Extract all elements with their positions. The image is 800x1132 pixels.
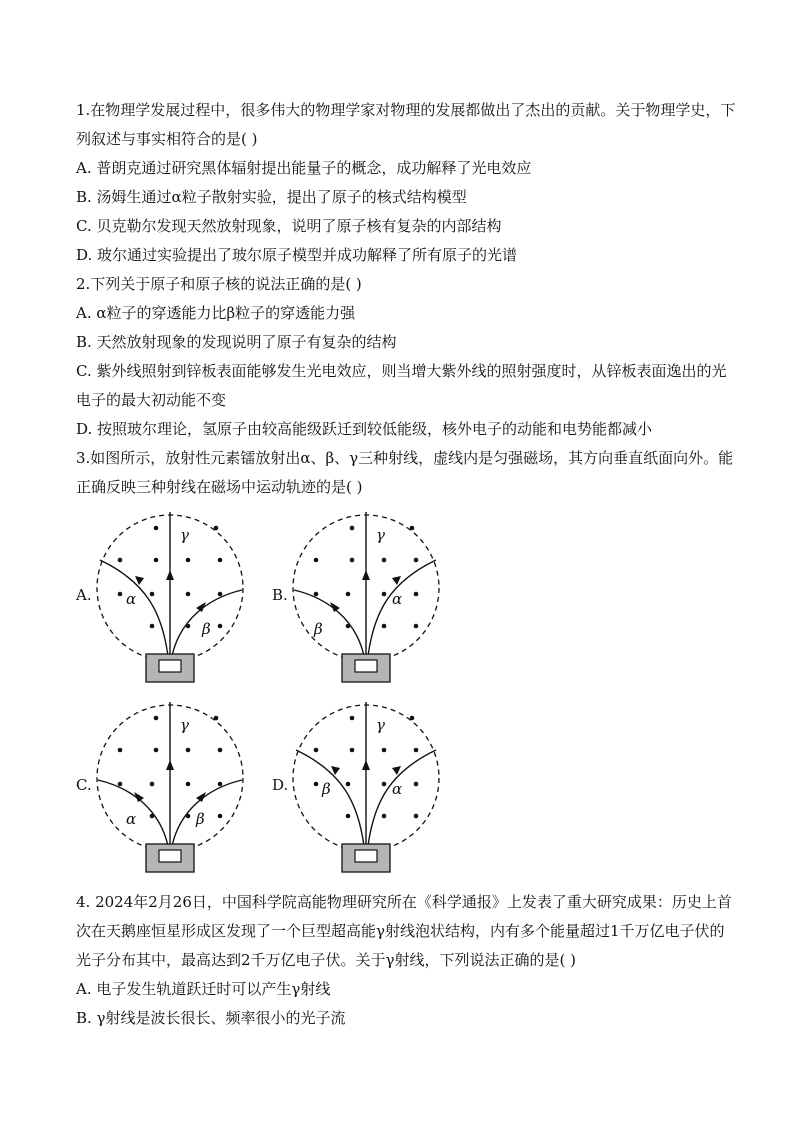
label-right-b: α xyxy=(392,590,403,608)
figure-b xyxy=(292,508,492,693)
field-diagram-d xyxy=(292,698,492,883)
label-left-b: β xyxy=(314,620,323,638)
question-2-stem: 2.下列关于原子和原子核的说法正确的是( ) xyxy=(76,275,362,293)
figure-a xyxy=(96,508,296,693)
q4-option-b: B. γ射线是波长很长、频率很小的光子流 xyxy=(76,1009,346,1027)
field-diagram-b xyxy=(292,508,492,693)
q2-option-d: D. 按照玻尔理论，氢原子由较高能级跃迁到较低能级，核外电子的动能和电势能都减小 xyxy=(76,420,653,438)
label-top-d: γ xyxy=(376,716,385,734)
label-top-c: γ xyxy=(180,716,189,734)
figure-c xyxy=(96,698,296,883)
figure-a-label: A. xyxy=(76,586,92,604)
q2-option-b: B. 天然放射现象的发现说明了原子有复杂的结构 xyxy=(76,333,397,351)
q2-option-c: C. 紫外线照射到锌板表面能够发生光电效应，则当增大紫外线的照射强度时，从锌板表面逸出的光电子的最大初动能不变 xyxy=(76,362,727,409)
label-top-b: γ xyxy=(376,526,385,544)
figure-d xyxy=(292,698,492,883)
label-right-a: β xyxy=(202,620,211,638)
q4-option-a: A. 电子发生轨道跃迁时可以产生γ射线 xyxy=(76,980,331,998)
q1-option-a: A. 普朗克通过研究黑体辐射提出能量子的概念，成功解释了光电效应 xyxy=(76,159,532,177)
figure-b-label: B. xyxy=(272,586,288,604)
label-left-a: α xyxy=(126,590,137,608)
q1-option-b: B. 汤姆生通过α粒子散射实验，提出了原子的核式结构模型 xyxy=(76,188,467,206)
q2-option-a: A. α粒子的穿透能力比β粒子的穿透能力强 xyxy=(76,304,356,322)
document-page xyxy=(76,96,736,1033)
figure-c-label: C. xyxy=(76,776,92,794)
figure-row-cd xyxy=(76,698,736,888)
label-left-d: β xyxy=(322,780,331,798)
figure-row-ab xyxy=(76,508,736,698)
label-right-c: β xyxy=(196,810,205,828)
question-4-stem: 4. 2024年2月26日，中国科学院高能物理研究所在《科学通报》上发表了重大研究成果：历史上首次在天鹅座恒星形成区发现了一个巨型超高能γ射线泡状结构，内有多个能量超过1千万亿电子伏的光子分布其中，最高达到2千万亿电子伏。关于γ射线，下列说法正确的是( ) xyxy=(76,893,732,969)
label-top-a: γ xyxy=(180,526,189,544)
question-1-stem: 1.在物理学发展过程中，很多伟大的物理学家对物理的发展都做出了杰出的贡献。关于物理学史，下列叙述与事实相符合的是( ) xyxy=(76,101,736,148)
q1-option-c: C. 贝克勒尔发现天然放射现象，说明了原子核有复杂的内部结构 xyxy=(76,217,502,235)
question-3-stem: 3.如图所示，放射性元素镭放射出α、β、γ三种射线，虚线内是匀强磁场，其方向垂直纸面向外。能正确反映三种射线在磁场中运动轨迹的是( ) xyxy=(76,449,734,496)
figure-d-label: D. xyxy=(272,776,289,794)
field-diagram-a xyxy=(96,508,296,693)
label-right-d: α xyxy=(392,780,403,798)
q1-option-d: D. 玻尔通过实验提出了玻尔原子模型并成功解释了所有原子的光谱 xyxy=(76,246,518,264)
field-diagram-c xyxy=(96,698,296,883)
label-left-c: α xyxy=(126,810,137,828)
